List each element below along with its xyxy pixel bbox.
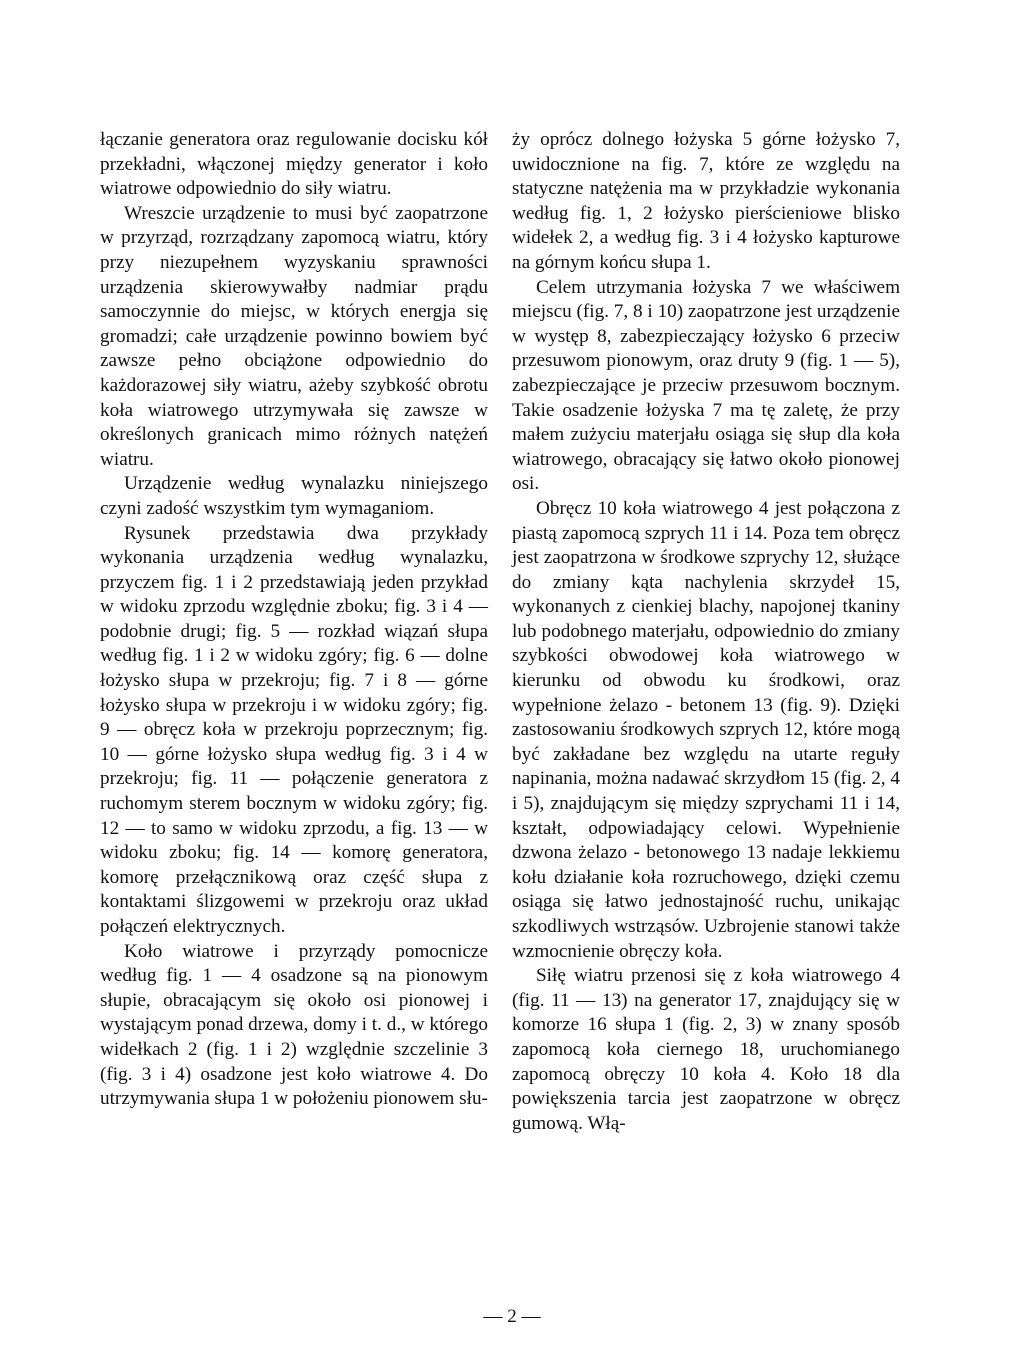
paragraph: Siłę wiatru przenosi się z koła wiatrowego 4 (fig. 11 — 13) na generator 17, znajdujący się w komorze 16 słupa 1 (fig. 2, 3) w znany sposób zapomocą koła ciernego 18, uruchomianego zapomocą obręczy 10 koła 4. Koło 18 dla powiększenia tarcia jest zaopatrzone w obręcz gumową. Włą-	[512, 965, 900, 1134]
paragraph: łączanie generatora oraz regulowanie docisku kół przekładni, włączonej między generator i koło wiatrowe odpowiednio do siły wiatru.	[100, 129, 488, 200]
paragraph: Celem utrzymania łożyska 7 we właściwem miejscu (fig. 7, 8 i 10) zaopatrzone jest urządzenie w występ 8, zabezpieczający łożysko 6 przeciw przesuwom pionowym, oraz druty 9 (fig. 1 — 5), zabezpieczające je przeciw przesuwom bocznym. Takie osadzenie łożyska 7 ma tę zaletę, że przy małem zużyciu materjału osiąga się słup dla koła wiatrowego, obracający się łatwo około pionowej osi.	[512, 276, 900, 495]
paragraph: Wreszcie urządzenie to musi być zaopatrzone w przyrząd, rozrządzany zapomocą wiatru, który przy niezupełnem wyzyskaniu sprawności urządzenia skierowywałby nadmiar prądu samoczynnie do miejsc, w których energja się gromadzi; całe urządzenie powinno bowiem być zawsze pełno obciążone odpowiednio do każdorazowej siły wiatru, ażeby szybkość obrotu koła wiatrowego utrzymywała się zawsze w określonych granicach mimo różnych natężeń wiatru.	[100, 202, 488, 470]
right-text-column	[512, 128, 900, 1136]
paragraph: Obręcz 10 koła wiatrowego 4 jest połączona z piastą zapomocą szprych 11 i 14. Poza tem obręcz jest zaopatrzona w środkowe szprychy 12, służące do zmiany kąta nachylenia skrzydeł 15, wykonanych z cienkiej blachy, napojonej tkaniny lub podobnego materjału, odpowiednio do zmiany szybkości obwodowej koła wiatrowego w kierunku od obwodu ku środkowi, oraz wypełnione żelazo - betonem 13 (fig. 9). Dzięki zastosowaniu środkowych szprych 12, które mogą być zakładane bez względu na utarte reguły napinania, można nadawać skrzydłom 15 (fig. 2, 4 i 5), znajdującym się między szprychami 11 i 14, kształt, odpowiadający celowi. Wypełnienie dzwona żelazo - betonowego 13 nadaje lekkiemu kołu działanie koła rozruchowego, dzięki czemu osiąga się łatwo jednostajność ruchu, unikając szkodliwych wstrząsów. Uzbrojenie stanowi także wzmocnienie obręczy koła.	[512, 497, 900, 962]
paragraph: Koło wiatrowe i przyrządy pomocnicze według fig. 1 — 4 osadzone są na pionowym słupie, obracającym się około osi pionowej i wystającym ponad drzewa, domy i t. d., w którego widełkach 2 (fig. 1 i 2) względnie szczelinie 3 (fig. 3 i 4) osadzone jest koło wiatrowe 4. Do utrzymywania słupa 1 w położeniu pionowem słu-	[100, 940, 488, 1110]
paragraph: ży oprócz dolnego łożyska 5 górne łożysko 7, uwidocznione na fig. 7, które ze względu na statyczne natężenia ma w przykładzie wykonania według fig. 1, 2 łożysko pierścieniowe blisko widełek 2, a według fig. 3 i 4 łożysko kapturowe na górnym końcu słupa 1.	[512, 129, 900, 273]
paragraph: Rysunek przedstawia dwa przykłady wykonania urządzenia według wynalazku, przyczem fig. 1 i 2 przedstawiają jeden przykład w widoku zprzodu względnie zboku; fig. 3 i 4 — podobnie drugi; fig. 5 — rozkład wiązań słupa według fig. 1 i 2 w widoku zgóry; fig. 6 — dolne łożysko słupa w przekroju; fig. 7 i 8 — górne łożysko słupa w przekroju i w widoku zgóry; fig. 9 — obręcz koła w przekroju poprzecznym; fig. 10 — górne łożysko słupa według fig. 3 i 4 w przekroju; fig. 11 — połączenie generatora z ruchomym sterem bocznym w widoku zgóry; fig. 12 — to samo w widoku zprzodu, a fig. 13 — w widoku zboku; fig. 14 — komorę generatora, komorę przełącznikową oraz część słupa z kontaktami ślizgowemi w przekroju oraz układ połączeń elektrycznych.	[100, 522, 488, 937]
paragraph: Urządzenie według wynalazku niniejszego czyni zadość wszystkim tym wymaganiom.	[100, 473, 488, 519]
left-text-column	[100, 128, 488, 1112]
page-number: — 2 —	[483, 1306, 541, 1327]
